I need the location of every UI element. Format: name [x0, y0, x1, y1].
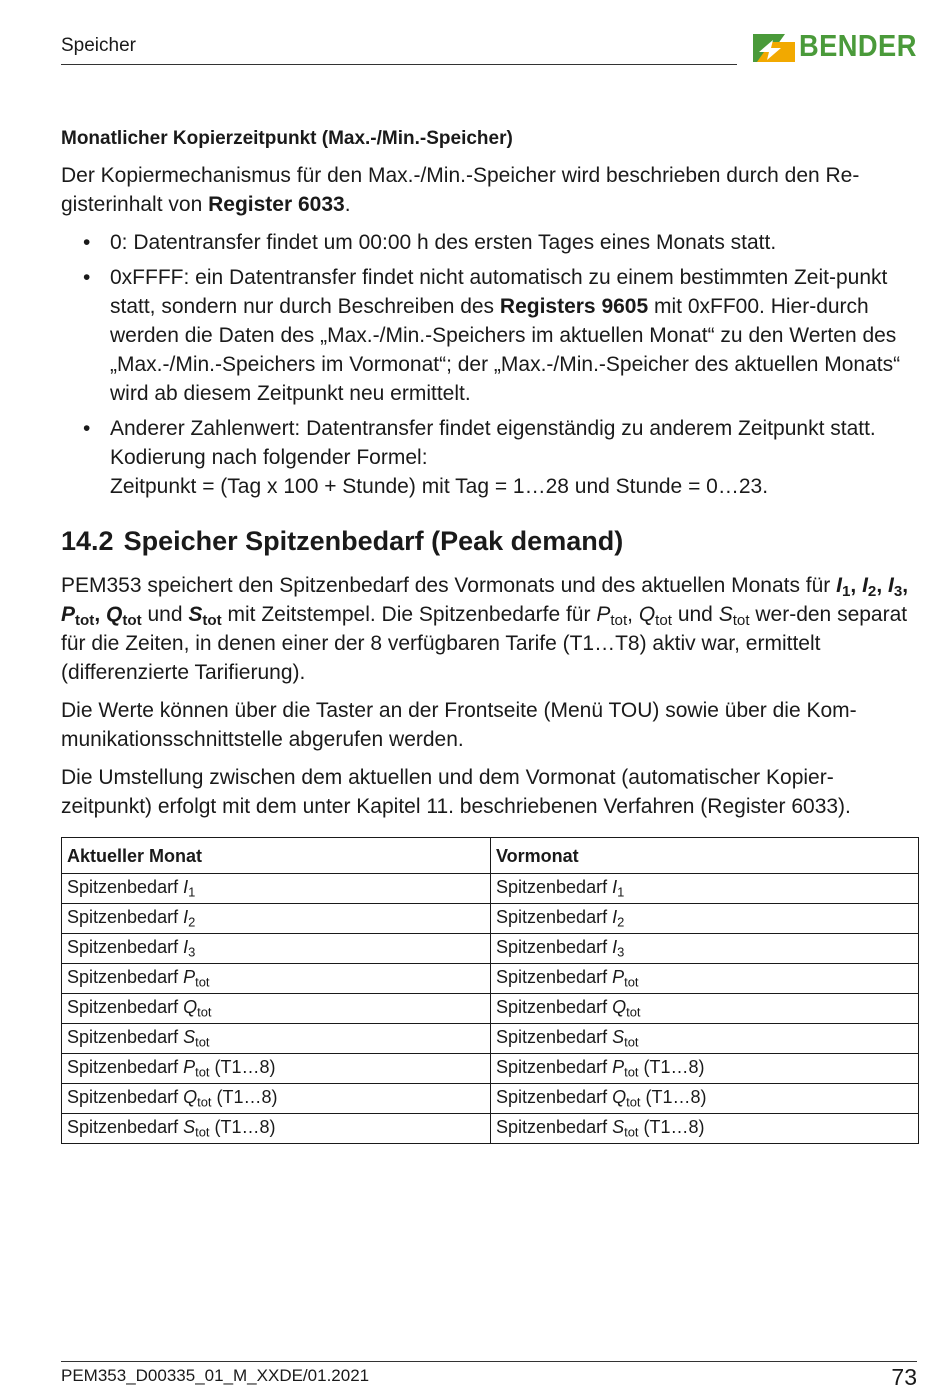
cell-previous-month: Spitzenbedarf $I_3$	[491, 934, 919, 964]
table-row	[62, 934, 919, 964]
cell-previous-month: Spitzenbedarf $I_2$	[491, 904, 919, 934]
cell-current-month: Spitzenbedarf $P_{tot}$ (T1…8)	[62, 1054, 491, 1084]
table-row	[62, 1084, 919, 1114]
bullet-icon: •	[83, 231, 91, 254]
cell-current-month: Spitzenbedarf $I_3$	[62, 934, 491, 964]
bullet-icon: •	[83, 417, 91, 440]
column-header-previous-month: Vormonat	[491, 838, 919, 874]
list-item: • 0: Datentransfer findet um 00:00 h des ersten Tages eines Monats statt.	[110, 228, 919, 257]
formula-line: Zeitpunkt = (Tag x 100 + Stunde) mit Tag = 1…28 und Stunde = 0…23.	[110, 475, 769, 498]
cell-current-month: Spitzenbedarf $S_{tot}$	[62, 1024, 491, 1054]
page-number: 73	[891, 1364, 917, 1390]
cell-current-month: Spitzenbedarf $P_{tot}$	[62, 964, 491, 994]
cell-previous-month: Spitzenbedarf $I_1$	[491, 874, 919, 904]
logo-wordmark: BENDER	[799, 28, 917, 63]
subheading-copy-time: Monatlicher Kopierzeitpunkt (Max.-/Min.-Speicher)	[61, 128, 513, 149]
table-row	[62, 1024, 919, 1054]
cell-previous-month: Spitzenbedarf $Q_{tot}$	[491, 994, 919, 1024]
intro-paragraph: Der Kopiermechanismus für den Max.-/Min.-Speicher wird beschrieben durch den Re-gisterinhalt von Register 6033.	[61, 164, 860, 216]
table-row	[62, 994, 919, 1024]
page-header	[61, 30, 917, 70]
switchover-paragraph: Die Umstellung zwischen dem aktuellen und dem Vormonat (automatischer Kopier-zeitpunkt) erfolgt mit dem unter Kapitel 11. beschriebenen Verfahren (Register 6033).	[61, 766, 851, 818]
copy-mode-list	[61, 228, 919, 501]
cell-previous-month: Spitzenbedarf $P_{tot}$ (T1…8)	[491, 1054, 919, 1084]
cell-previous-month: Spitzenbedarf $Q_{tot}$ (T1…8)	[491, 1084, 919, 1114]
peak-demand-table	[61, 837, 919, 1144]
cell-current-month: Spitzenbedarf $I_2$	[62, 904, 491, 934]
table-row	[62, 1114, 919, 1144]
table-body	[62, 874, 919, 1144]
cell-previous-month: Spitzenbedarf $S_{tot}$	[491, 1024, 919, 1054]
table-header-row	[62, 838, 919, 874]
cell-current-month: Spitzenbedarf $I_1$	[62, 874, 491, 904]
footer-rule	[61, 1361, 917, 1362]
section-heading	[61, 525, 919, 557]
table-row	[62, 964, 919, 994]
cell-current-month: Spitzenbedarf $S_{tot}$ (T1…8)	[62, 1114, 491, 1144]
cell-current-month: Spitzenbedarf $Q_{tot}$	[62, 994, 491, 1024]
header-title: Speicher	[61, 35, 136, 56]
peak-demand-paragraph: PEM353 speichert den Spitzenbedarf des Vormonats und des aktuellen Monats für $I_1$, $I_2$, $I_3$, $P_{tot}$, $Q_{tot}$ und $S_{tot}$ mit Zeitstempel. Die Spitzenbedarfe für $P_{tot}$, $Q_{tot}$ und $S_{tot}$ wer-den separat für die Zeiten, in denen einer der 8 verfügbaren Tarife (T1…T8) aktiv war, ermittelt (differenzierte Tarifierung).	[61, 574, 909, 684]
bullet-icon: •	[83, 266, 91, 289]
list-item: • 0xFFFF: ein Datentransfer findet nicht automatisch zu einem bestimmten Zeit-punkt statt, sondern nur durch Beschreiben des Registers 9605 mit 0xFF00. Hier-durch werden die Daten des „Max.-/Min.-Speichers im aktuellen Monat“ zu den Werten des „Max.-/Min.-Speichers im Vormonat“; der „Max.-/Min.-Speicher des aktuellen Monats“ wird ab diesem Zeitpunkt neu ermittelt.	[110, 263, 919, 408]
cell-previous-month: Spitzenbedarf $S_{tot}$ (T1…8)	[491, 1114, 919, 1144]
table-row	[62, 1054, 919, 1084]
page-content	[61, 124, 919, 1144]
cell-current-month: Spitzenbedarf $Q_{tot}$ (T1…8)	[62, 1084, 491, 1114]
cell-previous-month: Spitzenbedarf $P_{tot}$	[491, 964, 919, 994]
header-rule	[61, 64, 737, 65]
access-paragraph: Die Werte können über die Taster an der Frontseite (Menü TOU) sowie über die Kom-munikationsschnittstelle abgerufen werden.	[61, 699, 857, 751]
section-number: 14.2	[61, 526, 114, 556]
document-id: PEM353_D00335_01_M_XXDE/01.2021	[61, 1366, 370, 1385]
bender-logo-icon	[751, 30, 797, 66]
bender-logo	[751, 30, 917, 66]
table-row	[62, 904, 919, 934]
section-title: Speicher Spitzenbedarf (Peak demand)	[123, 526, 624, 556]
column-header-current-month: Aktueller Monat	[62, 838, 491, 874]
list-item: • Anderer Zahlenwert: Datentransfer findet eigenständig zu anderem Zeitpunkt statt. Kodierung nach folgender Formel: Zeitpunkt = (Tag x 100 + Stunde) mit Tag = 1…28 und Stunde = 0…23.	[110, 414, 919, 501]
table-row	[62, 874, 919, 904]
